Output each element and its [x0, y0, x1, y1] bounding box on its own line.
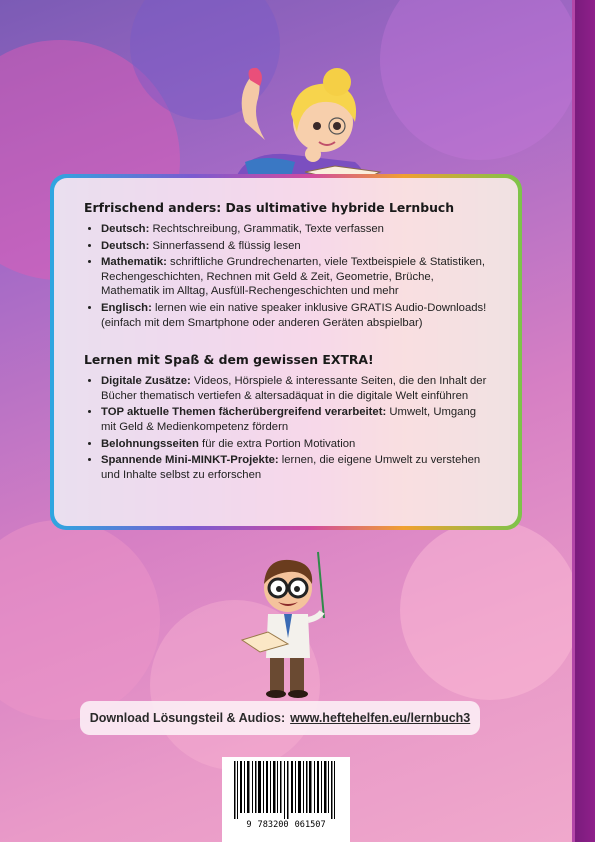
barcode-number: 9 783200 061507 [246, 820, 326, 830]
download-link[interactable]: www.heftehelfen.eu/lernbuch3 [290, 711, 471, 725]
teacher-illustration [238, 548, 336, 700]
info-panel-inner [54, 178, 518, 526]
book-spine [575, 0, 595, 842]
background-bokeh [0, 520, 160, 720]
list-item: • Digitale Zusätze: Videos, Hörspiele & interessante Seiten, die den Inhalt der Bücher thematisch vertiefen & altersadäquat in die digitale Welt einführen [101, 374, 490, 403]
list-item: • Englisch: lernen wie ein native speaker inklusive GRATIS Audio-Downloads! (einfach mit dem Smartphone oder anderen Geräten abspielbar) [101, 301, 490, 330]
section2-list [84, 374, 490, 482]
background-bokeh [400, 520, 580, 700]
section1-list [84, 222, 490, 330]
download-text: Download Lösungsteil & Audios: [89, 711, 286, 725]
barcode-bars [222, 761, 350, 823]
background-bokeh [380, 0, 580, 160]
girl-reading-illustration [205, 62, 385, 192]
barcode [222, 757, 350, 842]
info-panel [50, 174, 522, 530]
list-item: • TOP aktuelle Themen fächerübergreifend verarbeitet: Umwelt, Umgang mit Geld & Medienkompetenz fördern [101, 405, 490, 434]
list-item: • Belohnungsseiten für die extra Portion Motivation [101, 437, 490, 452]
download-info-bar [80, 701, 480, 735]
list-item: • Deutsch: Rechtschreibung, Grammatik, Texte verfassen [101, 222, 490, 237]
list-item: • Mathematik: schriftliche Grundrechenarten, viele Textbeispiele & Statistiken, Rechengeschichten, Rechnen mit Geld & Zeit, Geometrie, Brüche, Mathematik im Alltag, Ausfüll-Rechengeschichten und mehr [101, 255, 490, 299]
section2-heading: Lernen mit Spaß & dem gewissen EXTRA! [84, 352, 374, 368]
section1-heading: Erfrischend anders: Das ultimative hybride Lernbuch [84, 200, 455, 215]
list-item: • Spannende Mini-MINKT-Projekte: lernen, die eigene Umwelt zu verstehen und Inhalte selbst zu erforschen [101, 453, 490, 482]
list-item: • Deutsch: Sinnerfassend & flüssig lesen [101, 239, 490, 254]
